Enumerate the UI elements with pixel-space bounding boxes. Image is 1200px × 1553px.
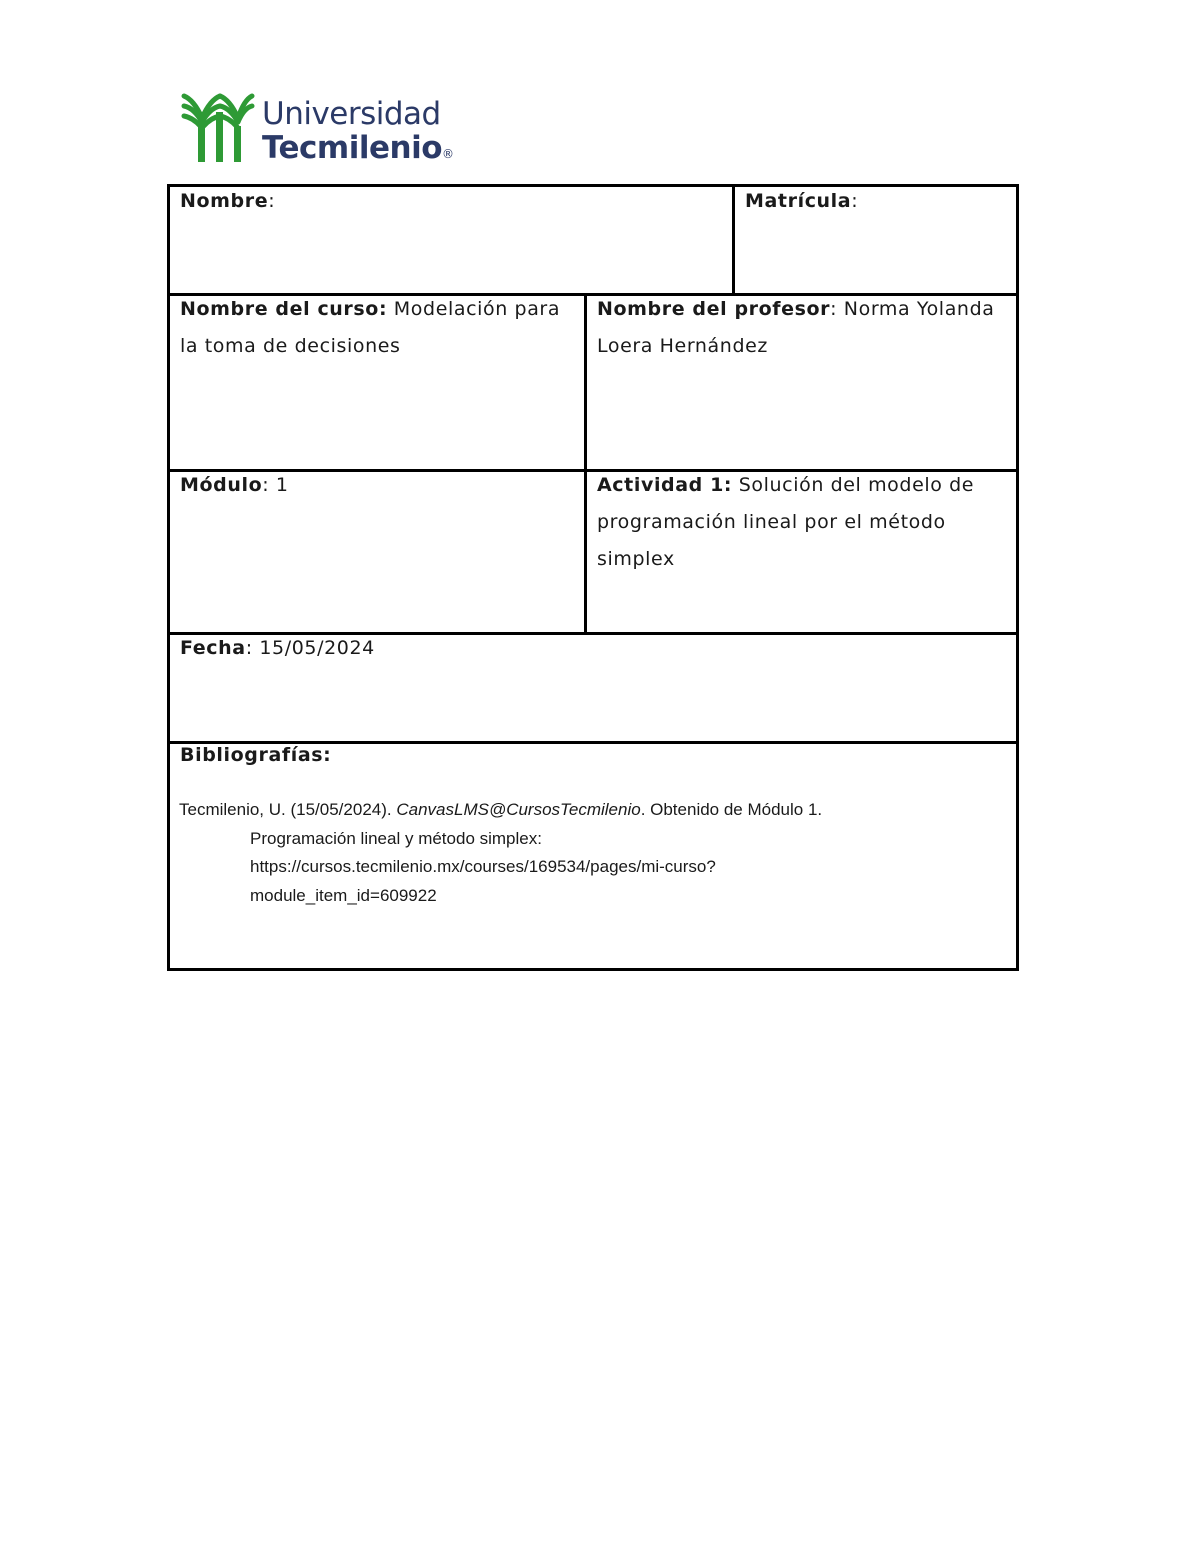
- matricula-cell: [735, 183, 1016, 220]
- fecha-cell: [170, 630, 1016, 667]
- bibliography-url-continued[interactable]: module_item_id=609922: [250, 885, 437, 905]
- logo-text-universidad: Universidad: [262, 96, 441, 132]
- bibliografias-cell: [170, 737, 1016, 774]
- bibliography-line-1: [179, 796, 1009, 825]
- logo-brand-name: Tecmilenio: [262, 130, 443, 166]
- bibliography-obtained: . Obtenido de Módulo 1.: [640, 800, 823, 819]
- bibliography-source-title: CanvasLMS@CursosTecmilenio: [396, 800, 641, 819]
- university-logo: [180, 90, 460, 168]
- logo-text-tecmilenio: [262, 130, 454, 166]
- actividad-value: Solución del modelo de programación lineal por el método simplex: [597, 474, 975, 570]
- modulo-value: : 1: [262, 474, 289, 496]
- curso-value: Modelación para la toma de decisiones: [180, 298, 561, 357]
- bibliography-entry: [179, 796, 1009, 910]
- matricula-colon: :: [851, 190, 859, 212]
- profesor-value: : Norma Yolanda Loera Hernández: [597, 298, 995, 357]
- profesor-cell: [587, 291, 1016, 365]
- fecha-label: Fecha: [180, 637, 246, 659]
- table-border-bottom: [167, 968, 1019, 971]
- fecha-value: : 15/05/2024: [245, 637, 375, 659]
- matricula-label: Matrícula: [745, 190, 852, 212]
- nombre-colon: :: [268, 190, 276, 212]
- modulo-cell: [170, 467, 584, 504]
- modulo-label: Módulo: [180, 474, 263, 496]
- nombre-cell: [170, 183, 732, 220]
- registered-mark: ®: [442, 147, 454, 161]
- actividad-cell: [587, 467, 1016, 578]
- bibliography-author-date: Tecmilenio, U. (15/05/2024).: [179, 800, 397, 819]
- curso-label: Nombre del curso:: [180, 298, 388, 320]
- bibliography-url[interactable]: https://cursos.tecmilenio.mx/courses/169534/pages/mi-curso?: [250, 857, 716, 876]
- table-border-right: [1016, 184, 1019, 971]
- bibliography-line-2: Programación lineal y método simplex:: [250, 828, 542, 848]
- bibliografias-label: Bibliografías:: [180, 744, 332, 766]
- profesor-label: Nombre del profesor: [597, 298, 831, 320]
- curso-cell: [170, 291, 584, 365]
- nombre-label: Nombre: [180, 190, 269, 212]
- actividad-label: Actividad 1:: [597, 474, 733, 496]
